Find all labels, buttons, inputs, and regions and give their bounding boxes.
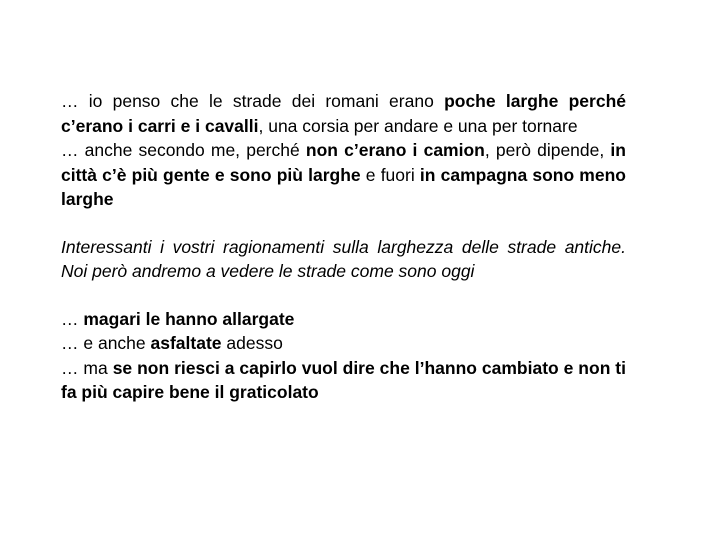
teacher-remark-paragraph [61,235,626,284]
answer-2-prefix: … e anche [61,333,151,353]
answer-3-prefix: … ma [61,357,113,378]
comment-2-connector: e fuori [360,164,420,185]
comment-2-bold-b: in città c’è più gente e sono più larghe [61,140,626,185]
text-block [61,89,626,405]
children-answers-paragraph [61,307,626,405]
comment-1-bold: poche larghe perché c’erano i carri e i cavalli [61,91,626,136]
comment-2-text: … anche secondo me, perché [61,140,306,160]
answer-1-prefix: … [61,308,84,329]
comment-1-text: … io penso che le strade dei romani erano [61,91,445,111]
children-comments-paragraph [61,89,626,212]
answer-3-bold: se non riesci a capirlo vuol dire che l’hanno cambiato e non ti fa più capire bene il graticolato [61,357,626,402]
comment-2-mid: , però dipende, [484,140,611,160]
answer-2-tail: adesso [221,333,283,353]
teacher-remark-text: Interessanti i vostri ragionamenti sulla larghezza delle strade antiche. Noi però andremo a vedere le strade come sono oggi [61,236,626,281]
comment-1-tail: , una corsia per andare e una per tornare [258,115,578,136]
answer-1-bold: magari le hanno allargate [83,308,295,329]
answer-2-bold: asfaltate [150,333,222,353]
comment-2-bold-a: non c’erano i camion [305,140,485,160]
comment-2-bold-c: in campagna sono meno larghe [61,164,626,209]
